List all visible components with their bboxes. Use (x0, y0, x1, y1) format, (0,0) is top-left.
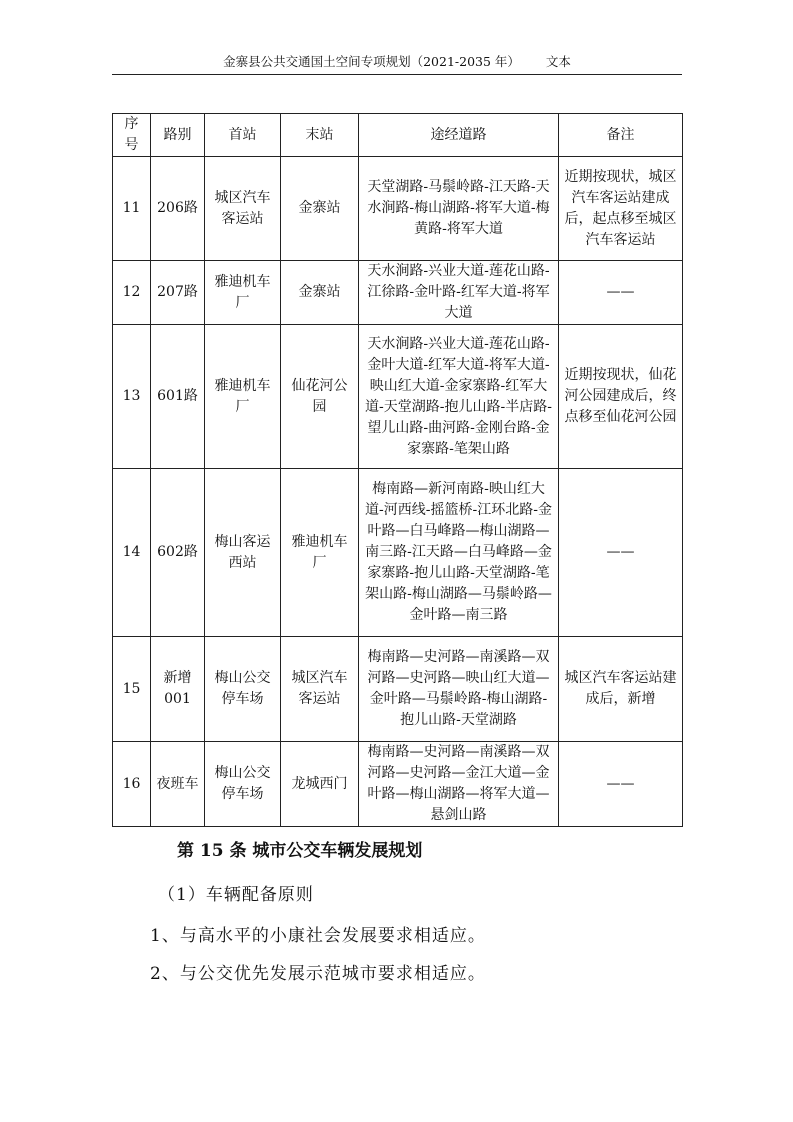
cell-route: 新增001 (151, 637, 205, 742)
cell-no: 11 (113, 157, 151, 261)
cell-no: 12 (113, 261, 151, 325)
paragraph-subheading: （1）车辆配备原则 (158, 885, 314, 905)
bus-route-table (112, 113, 683, 827)
table-row (113, 469, 683, 637)
cell-first-stop: 雅迪机车厂 (205, 325, 281, 469)
header-via-roads: 途经道路 (359, 114, 559, 157)
header-note: 备注 (559, 114, 683, 157)
cell-via-roads: 天堂湖路-马鬃岭路-江天路-天水涧路-梅山湖路-将军大道-梅黄路-将军大道 (359, 157, 559, 261)
header-first-stop: 首站 (205, 114, 281, 157)
cell-no: 16 (113, 742, 151, 827)
cell-note: 城区汽车客运站建成后，新增 (559, 637, 683, 742)
cell-via-roads: 天水涧路-兴业大道-莲花山路-金叶大道-红军大道-将军大道-映山红大道-金家寨路-红军大道-天堂湖路-抱儿山路-半店路-望儿山路-曲河路-金刚台路-金家寨路-笔架山路 (359, 325, 559, 469)
cell-last-stop: 雅迪机车厂 (281, 469, 359, 637)
table-row (113, 742, 683, 827)
cell-last-stop: 城区汽车客运站 (281, 637, 359, 742)
cell-note: —— (559, 469, 683, 637)
cell-via-roads: 梅南路—史河路—南溪路—双河路—史河路—映山红大道—金叶路—马鬃岭路-梅山湖路-抱儿山路-天堂湖路 (359, 637, 559, 742)
page-header (112, 52, 682, 75)
cell-last-stop: 金寨站 (281, 157, 359, 261)
cell-via-roads: 天水涧路-兴业大道-莲花山路-江徐路-金叶路-红军大道-将军大道 (359, 261, 559, 325)
cell-first-stop: 梅山公交停车场 (205, 637, 281, 742)
table-row (113, 261, 683, 325)
header-no: 序号 (113, 114, 151, 157)
cell-last-stop: 龙城西门 (281, 742, 359, 827)
cell-first-stop: 雅迪机车厂 (205, 261, 281, 325)
cell-last-stop: 仙花河公园 (281, 325, 359, 469)
table-row (113, 325, 683, 469)
paragraph-item-2: 2、与公交优先发展示范城市要求相适应。 (150, 964, 486, 984)
table-row (113, 157, 683, 261)
paragraph-item-1: 1、与高水平的小康社会发展要求相适应。 (150, 926, 486, 946)
header-route: 路别 (151, 114, 205, 157)
cell-note: —— (559, 261, 683, 325)
header-last-stop: 末站 (281, 114, 359, 157)
cell-note: 近期按现状，仙花河公园建成后，终点移至仙花河公园 (559, 325, 683, 469)
cell-no: 15 (113, 637, 151, 742)
header-title: 金寨县公共交通国土空间专项规划（2021-2035 年） (223, 54, 520, 69)
table-row (113, 637, 683, 742)
cell-first-stop: 梅山客运西站 (205, 469, 281, 637)
cell-first-stop: 城区汽车客运站 (205, 157, 281, 261)
cell-route: 601路 (151, 325, 205, 469)
cell-via-roads: 梅南路—新河南路-映山红大道-河西线-摇篮桥-江环北路-金叶路—白马峰路—梅山湖路—南三路-江天路—白马峰路—金家寨路-抱儿山路-天堂湖路-笔架山路-梅山湖路—马鬃岭路—金叶路—南三路 (359, 469, 559, 637)
cell-first-stop: 梅山公交停车场 (205, 742, 281, 827)
cell-route: 207路 (151, 261, 205, 325)
section-title: 第 15 条 城市公交车辆发展规划 (177, 841, 423, 861)
cell-note: —— (559, 742, 683, 827)
header-doc-type: 文本 (545, 54, 571, 69)
cell-note: 近期按现状，城区汽车客运站建成后，起点移至城区汽车客运站 (559, 157, 683, 261)
cell-route: 602路 (151, 469, 205, 637)
cell-route: 206路 (151, 157, 205, 261)
table-header-row (113, 114, 683, 157)
cell-last-stop: 金寨站 (281, 261, 359, 325)
cell-route: 夜班车 (151, 742, 205, 827)
cell-via-roads: 梅南路—史河路—南溪路—双河路—史河路—金江大道—金叶路—梅山湖路—将军大道—悬剑山路 (359, 742, 559, 827)
cell-no: 13 (113, 325, 151, 469)
cell-no: 14 (113, 469, 151, 637)
